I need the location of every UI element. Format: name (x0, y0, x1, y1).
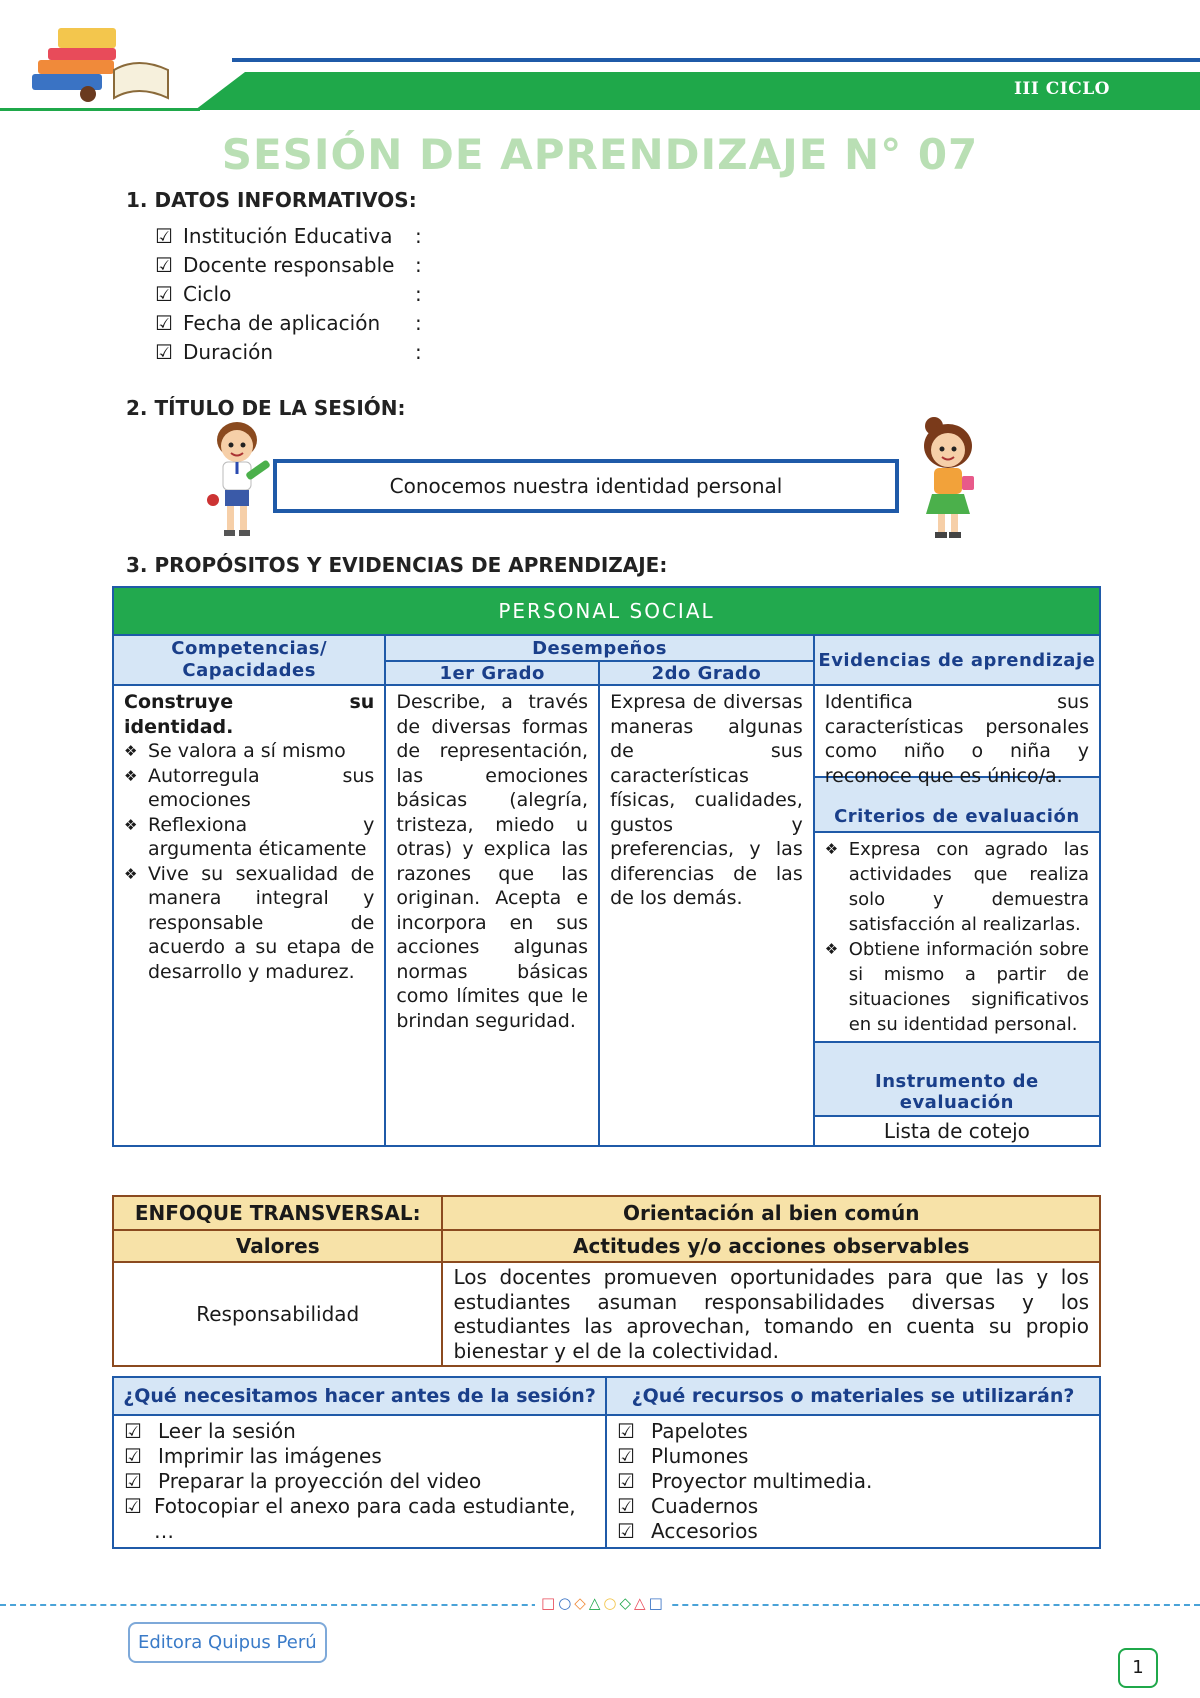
actitud-cell: Los docentes promueven oportunidades para que las y los estudiantes asuman responsabilidades diversas y los estudiantes las aprovechan, tomando en cuenta su propio bienestar y el de la colectividad. (442, 1262, 1100, 1366)
decorative-shapes-icon: □○◇△○◇△□ (535, 1594, 672, 1612)
criterios-cell (815, 833, 1099, 1043)
datos-item: ☑ Fecha de aplicación : (155, 309, 422, 338)
section-datos-heading: 1. DATOS INFORMATIVOS: (126, 188, 417, 212)
ciclo-label: III CICLO (1013, 79, 1110, 99)
books-logo (18, 20, 198, 108)
criterios-list (825, 837, 1089, 1037)
antes-list (113, 1415, 606, 1548)
datos-item: ☑ Docente responsable : (155, 251, 422, 280)
list-item: ☑ Accesorios (617, 1519, 758, 1543)
competencias-header: Competencias/ Capacidades (113, 635, 385, 685)
list-item: ☑ Cuadernos (617, 1494, 759, 1518)
list-item: ☑ Papelotes (617, 1419, 748, 1443)
competencia-name: Construye su identidad. (124, 691, 375, 738)
list-item: ☑ Leer la sesión (124, 1419, 296, 1443)
list-item: ❖ Se valora a sí mismo (124, 739, 374, 764)
antes-header: ¿Qué necesitamos hacer antes de la sesión? (113, 1377, 606, 1415)
grado2-header: 2do Grado (599, 661, 814, 685)
valor-cell: Responsabilidad (113, 1262, 442, 1366)
page-title: SESIÓN DE APRENDIZAJE N° 07 (221, 130, 979, 179)
header-blue-rule (232, 58, 1200, 62)
checkbox-icon: ☑ (124, 1469, 142, 1493)
checkbox-icon: ☑ (617, 1469, 635, 1493)
instrumento-value: Lista de cotejo (883, 1119, 1030, 1143)
datos-item: ☑ Duración : (155, 338, 422, 367)
enfoque-table (112, 1195, 1101, 1367)
datos-list (155, 222, 422, 367)
list-item: ☑ Preparar la proyección del video (124, 1469, 482, 1493)
list-item: ❖ Obtiene información sobre si mismo a partir de situaciones significativos en su identidad personal. (825, 937, 1089, 1037)
evaluacion-cell (814, 685, 1100, 1146)
evidencias-header: Evidencias de aprendizaje (814, 635, 1100, 685)
boy-illustration (205, 418, 275, 542)
checkbox-icon: ☑ (155, 340, 173, 364)
checkbox-icon: ☑ (617, 1419, 635, 1443)
checkbox-icon: ☑ (617, 1494, 635, 1518)
checkbox-icon: ☑ (124, 1419, 142, 1443)
session-title-box: Conocemos nuestra identidad personal (273, 459, 899, 513)
enfoque-label: ENFOQUE TRANSVERSAL: (113, 1196, 442, 1230)
checkbox-icon: ☑ (155, 311, 173, 335)
checkbox-icon: ☑ (124, 1494, 142, 1518)
section-titulo-heading: 2. TÍTULO DE LA SESIÓN: (126, 396, 406, 420)
checkbox-icon: ☑ (155, 253, 173, 277)
header-green-line (0, 108, 200, 111)
datos-item: ☑ Ciclo : (155, 280, 422, 309)
list-item: ❖ Expresa con agrado las actividades que realiza solo y demuestra satisfacción al realizarlas. (825, 837, 1089, 937)
desempenos-header: Desempeños (385, 635, 813, 661)
instrumento-header: Instrumento de evaluación (815, 1043, 1099, 1117)
competencia-cell (113, 685, 385, 1146)
evidencias-text: Identifica sus características personales como niño o niña y reconoce que es único/a. (815, 686, 1099, 778)
page-number: 1 (1118, 1648, 1158, 1688)
grado2-cell: Expresa de diversas maneras algunas de sus características físicas, cualidades, gustos y preferencias, y las diferencias de las de los demás. (599, 685, 814, 1146)
publisher-label: Editora Quipus Perú (128, 1622, 327, 1663)
girl-illustration (912, 416, 984, 544)
valores-header: Valores (113, 1230, 442, 1262)
list-item: ❖ Vive su sexualidad de manera integral y responsable de acuerdo a su etapa de desarrollo y madurez. (124, 862, 374, 985)
datos-item: ☑ Institución Educativa : (155, 222, 422, 251)
actitudes-header: Actitudes y/o acciones observables (442, 1230, 1100, 1262)
section-propositos-heading: 3. PROPÓSITOS Y EVIDENCIAS DE APRENDIZAJE: (126, 553, 668, 577)
checkbox-icon: ☑ (617, 1519, 635, 1543)
list-item: ❖ Autorregula sus emociones (124, 764, 374, 813)
recursos-list (606, 1415, 1100, 1548)
grado1-cell: Describe, a través de diversas formas de representación, las emociones básicas (alegría, tristeza, miedo u otras) y explica las razones que las originan. Acepta e incorpora en sus acciones algunas normas básicas como límites que le brindan seguridad. (385, 685, 599, 1146)
propositos-table (112, 586, 1101, 1147)
list-item: ☑ Fotocopiar el anexo para cada estudiante, … (124, 1494, 576, 1543)
recursos-header: ¿Qué recursos o materiales se utilizarán? (606, 1377, 1100, 1415)
list-item: ❖ Reflexiona y argumenta éticamente (124, 813, 374, 862)
checkbox-icon: ☑ (124, 1444, 142, 1468)
checkbox-icon: ☑ (155, 282, 173, 306)
grado1-header: 1er Grado (385, 661, 599, 685)
list-item: ☑ Plumones (617, 1444, 749, 1468)
enfoque-name: Orientación al bien común (442, 1196, 1100, 1230)
criterios-header: Criterios de evaluación (815, 778, 1099, 833)
checkbox-icon: ☑ (155, 224, 173, 248)
list-item: ☑ Imprimir las imágenes (124, 1444, 382, 1468)
list-item: ☑ Proyector multimedia. (617, 1469, 873, 1493)
checkbox-icon: ☑ (617, 1444, 635, 1468)
capacidades-list (124, 739, 374, 984)
area-header: PERSONAL SOCIAL (113, 587, 1100, 635)
preparacion-table (112, 1376, 1101, 1549)
